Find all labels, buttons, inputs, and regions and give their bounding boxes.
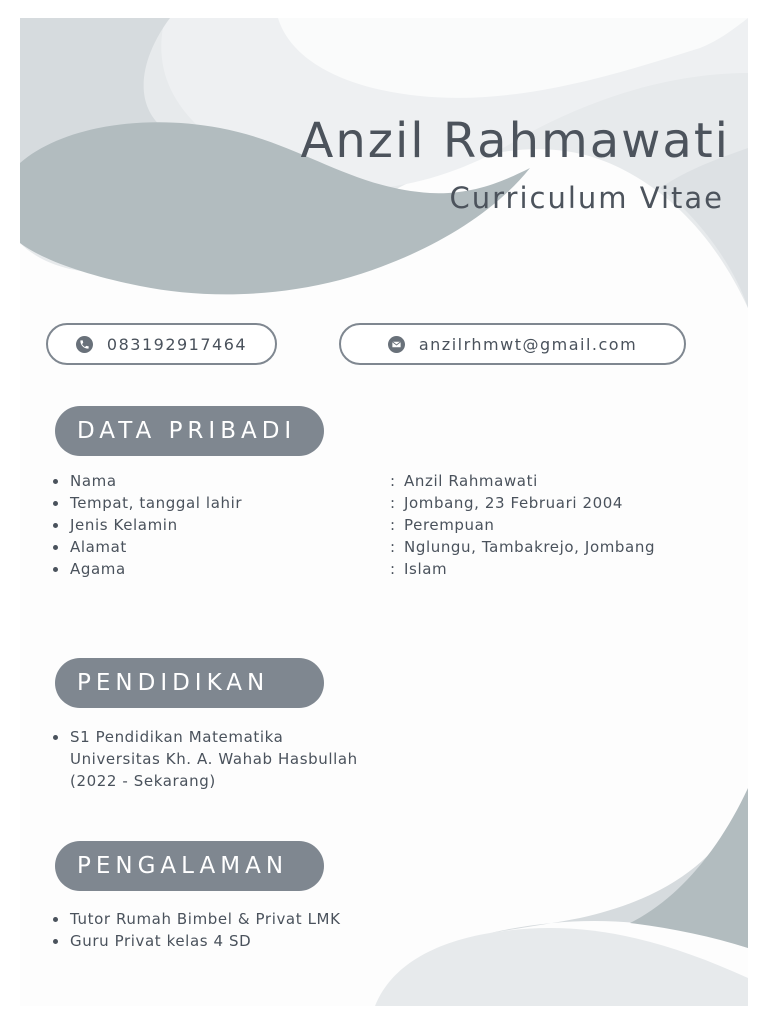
info-label: Jenis Kelamin [70, 516, 178, 534]
list-item [52, 514, 712, 536]
info-separator: : [390, 494, 396, 512]
info-value: Jombang, 23 Februari 2004 [404, 494, 624, 512]
info-separator: : [390, 538, 396, 556]
experience-list [52, 908, 452, 952]
info-separator: : [390, 560, 396, 578]
candidate-name: Anzil Rahmawati [300, 113, 730, 169]
phone-pill [46, 323, 277, 365]
list-item [52, 558, 712, 580]
phone-number: 083192917464 [106, 334, 248, 354]
section-education: PENDIDIKAN [55, 658, 324, 708]
list-item [52, 492, 712, 514]
info-value: Nglungu, Tambakrejo, Jombang [404, 538, 656, 556]
email-pill [339, 323, 686, 365]
list-item: Tutor Rumah Bimbel & Privat LMK [52, 908, 452, 930]
education-institution: Universitas Kh. A. Wahab Hasbullah [70, 750, 358, 768]
phone-icon [76, 336, 93, 353]
section-personal-data: DATA PRIBADI [55, 406, 324, 456]
info-separator: : [390, 472, 396, 490]
info-value: Anzil Rahmawati [404, 472, 538, 490]
email-address: anzilrhmwt@gmail.com [418, 334, 638, 354]
envelope-icon [388, 336, 405, 353]
education-period: (2022 - Sekarang) [70, 772, 216, 790]
info-value: Islam [404, 560, 448, 578]
info-label: Nama [70, 472, 117, 490]
list-item [52, 470, 712, 492]
document-subtitle: Curriculum Vitae [449, 181, 724, 215]
personal-data-list [52, 470, 712, 580]
list-item [52, 536, 712, 558]
info-label: Agama [70, 560, 126, 578]
wave-bottom-dark [630, 788, 748, 948]
cv-page [20, 18, 748, 1006]
list-item: Guru Privat kelas 4 SD [52, 930, 452, 952]
list-item [52, 726, 452, 792]
info-separator: : [390, 516, 396, 534]
info-label: Tempat, tanggal lahir [70, 494, 243, 512]
section-experience: PENGALAMAN [55, 841, 324, 891]
education-list [52, 726, 452, 792]
info-value: Perempuan [404, 516, 495, 534]
education-degree: S1 Pendidikan Matematika [70, 728, 284, 746]
info-label: Alamat [70, 538, 127, 556]
